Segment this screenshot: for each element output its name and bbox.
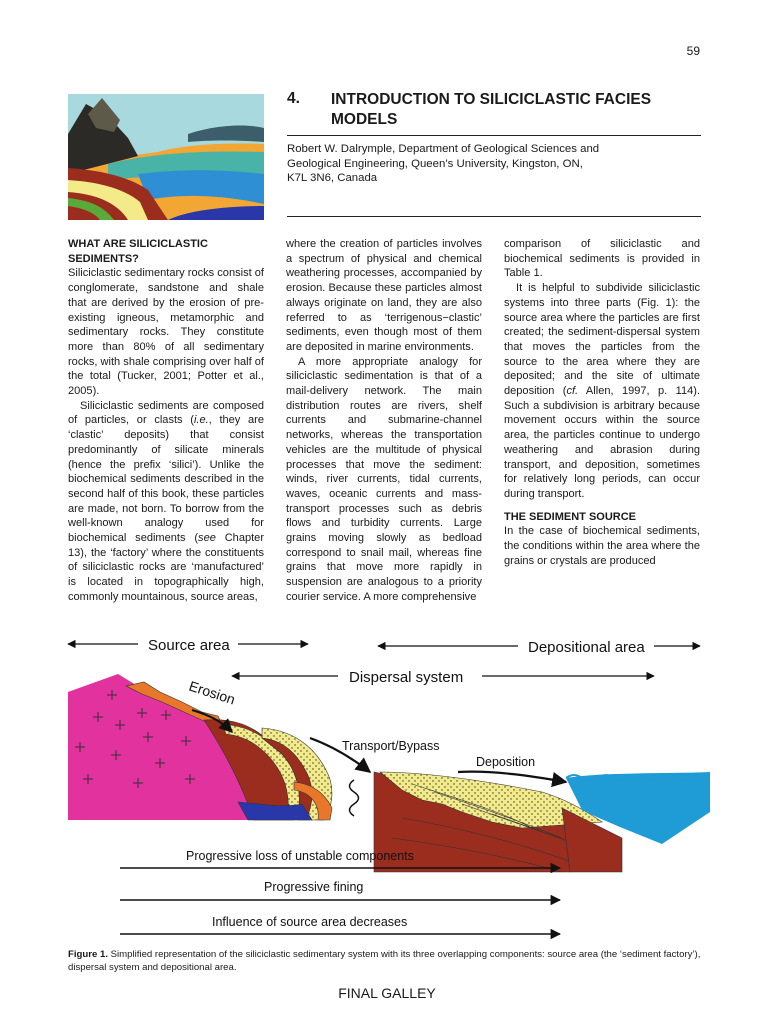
paragraph-3-cont: comparison of siliciclastic and biochemical sediments is provided in Table 1. (504, 238, 700, 280)
source-area-label: Source area (148, 637, 230, 654)
text-column-3 (504, 237, 700, 568)
paragraph-2: Siliciclastic sediments are composed of particles, or clasts (i.e., they are ‘clastic’ deposits) that consist predominantly of silicate minerals (hence the prefix ‘silici’). Unlike the biochemical sediments described in the second half of this book, these particles are made, not born. To borrow from the well-known analogy used for biochemical sediments (see Chapter 13), the ‘factory’ where the constituents of siliciclastic rocks are ‘manufactured’ is located in topographically high, commonly mountainous, source areas, (68, 399, 264, 603)
footer-label: FINAL GALLEY (338, 985, 436, 1001)
page-number: 59 (686, 44, 700, 58)
dispersal-system-label: Dispersal system (349, 669, 464, 686)
author-line: K7L 3N6, Canada (287, 172, 378, 184)
paragraph-5: In the case of biochemical sediments, the conditions within the area where the grains or crystals are produced (504, 525, 700, 567)
author-affiliation (287, 142, 687, 186)
author-line: Geological Engineering, Queen’s University, Kingston, ON, (287, 157, 583, 170)
loss-label: Progressive loss of unstable components (186, 849, 414, 863)
figure-caption: Figure 1. Simplified representation of the siliciclastic sedimentary system with its three overlapping components: source area (the ‘sediment factory’), dispersal system and depositional area. (68, 949, 701, 973)
text-column-2 (286, 237, 482, 605)
paragraph-2-cont: where the creation of particles involves a spectrum of physical and chemical weathering processes, accompanied by erosion. Because these particles almost always originate on land, they are also referred to as ‘terrigenous−clastic’ sediments, even though most of them are deposited in marine environments. (286, 238, 482, 353)
influence-label: Influence of source area decreases (212, 915, 408, 929)
header-landscape-image (68, 94, 264, 220)
transport-bypass-label: Transport/Bypass (342, 739, 440, 753)
fining-label: Progressive fining (264, 880, 364, 894)
figure-1-diagram (62, 632, 710, 944)
author-line: Robert W. Dalrymple, Department of Geological Sciences and (287, 143, 600, 155)
chapter-number: 4. (287, 90, 300, 107)
deposition-label: Deposition (476, 755, 536, 769)
paragraph-1: Siliciclastic sedimentary rocks consist of conglomerate, sandstone and shale that are derived by the erosion of pre-existing igneous, metamorphic and sedimentary rocks. They constitute more than 80% of all sedimentary rocks, with shale comprising over half of the total (Tucker, 2001; Potter et al., 2005). (68, 267, 264, 398)
depositional-area-label: Depositional area (528, 639, 645, 656)
erosion-label: Erosion (187, 677, 238, 708)
section-heading-what: WHAT ARE SILICICLASTIC SEDIMENTS? (68, 238, 208, 265)
author-rule (287, 216, 701, 217)
chapter-title: INTRODUCTION TO SILICICLASTIC FACIES MODELS (331, 91, 652, 128)
section-heading-source: THE SEDIMENT SOURCE (504, 510, 637, 523)
suspension-squiggle (350, 780, 359, 816)
title-rule (287, 135, 701, 136)
paragraph-3: A more appropriate analogy for siliciclastic sedimentation is that of a mail-delivery network. The main distribution routes are rivers, shelf currents and submarine-channel networks, whereas the transportation vehicles are the multitude of physical processes that move the sediment: winds, river currents, tidal currents, waves, oceanic currents and mass-transport processes such as debris flows and turbidity currents. Large grains moving slowly as bedload correspond to snail mail, whereas fine grains that move more rapidly in suspension are analogous to a priority courier service. A more comprehensive (286, 355, 482, 603)
text-column-1 (68, 237, 264, 605)
paragraph-4: It is helpful to subdivide siliciclastic systems into three parts (Fig. 1): the source area where the particles are first created; the sediment-dispersal system that moves the particles from the source to the area where they are deposited; and the site of ultimate deposition (cf. Allen, 1997, p. 114). Such a subdivision is arbitrary because movement occurs within the source area, the particles continue to undergo weathering and abrasion during transport, and deposition, sometimes for relatively long periods, can occur during transport. (504, 282, 700, 500)
